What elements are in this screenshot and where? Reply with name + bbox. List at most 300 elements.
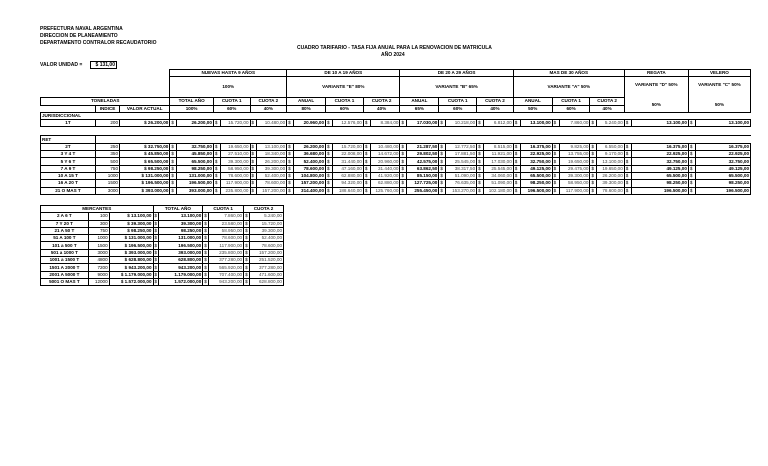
table-cell: $: [688, 158, 695, 165]
table-cell: 1.572.000,00: [159, 278, 203, 285]
table-cell: 78.600,00: [257, 180, 287, 187]
pct-65: 65%: [400, 105, 439, 112]
table-cell: $: [552, 172, 559, 179]
table-cell: 943.200,00: [209, 278, 244, 285]
variant-c: [688, 77, 750, 113]
org-line-3: DEPARTAMENTO CONTRALOR RECAUDATORIO: [40, 40, 157, 46]
table-cell: $: [326, 151, 333, 158]
table-row: [41, 235, 284, 242]
col-valor-actual: VALOR ACTUAL: [120, 105, 170, 112]
table-cell: 78.600,00: [250, 242, 284, 249]
table-cell: $: [624, 151, 631, 158]
table-row: [41, 264, 284, 271]
table-cell: 52.400,00: [250, 235, 284, 242]
group-velero: VELERO: [688, 70, 750, 77]
table-cell: 471.600,00: [250, 271, 284, 278]
table-cell: 127.725,00: [407, 180, 439, 187]
col-cuota1-e: CUOTA 1: [326, 98, 364, 105]
col-anual-a: ANUAL: [513, 98, 552, 105]
table-cell: 19.650,00: [597, 165, 624, 172]
mercantes-title: MERCANTES: [41, 206, 154, 213]
table-cell: 63.862,50: [407, 165, 439, 172]
indice-cell: 1500: [95, 180, 119, 187]
table-cell: $: [477, 187, 484, 194]
row-label: 1T: [41, 120, 96, 127]
indice-cell: 3000: [95, 187, 119, 194]
indice-cell: 12000: [88, 278, 109, 285]
table-cell: 47.160,00: [332, 165, 363, 172]
table-cell: 94.320,00: [332, 180, 363, 187]
table-cell: 18.340,00: [257, 151, 287, 158]
table-cell: $: [204, 271, 207, 277]
indice-cell: 1500: [88, 242, 109, 249]
table-cell: 22.925,00: [631, 151, 688, 158]
table-cell: $: [213, 172, 220, 179]
indice-cell: 3000: [88, 249, 109, 256]
table-cell: $: [204, 264, 207, 270]
table-cell: $: [624, 158, 631, 165]
table-cell: 98.250,00: [695, 180, 750, 187]
col-toneladas: TONELADAS: [41, 98, 170, 105]
table-cell: $: [170, 180, 177, 187]
table-cell: $: [400, 143, 407, 150]
table-cell: 58.950,00: [209, 227, 244, 234]
table-cell: $: [552, 151, 559, 158]
table-cell: $: [590, 151, 597, 158]
row-label: 21 O MAS T: [41, 187, 96, 194]
table-cell: $: [213, 180, 220, 187]
table-row: [41, 220, 284, 227]
table-cell: 38.317,50: [446, 165, 477, 172]
table-cell: $: [287, 143, 294, 150]
table-cell: 117.900,00: [220, 180, 250, 187]
table-cell: 98.250,00: [177, 165, 214, 172]
row-label: 10 A 15 T: [41, 172, 96, 179]
row-label: 5 Y 6 T: [41, 158, 96, 165]
table-cell: 31.440,00: [370, 165, 400, 172]
valor-actual-cell: $ 39.300,00: [109, 220, 153, 227]
table-cell: 15.720,00: [332, 143, 363, 150]
col-indice: INDICE: [95, 105, 119, 112]
table-cell: 377.280,00: [250, 264, 284, 271]
row-label: 1001 a 1500 T: [41, 257, 89, 264]
row-label: 2T: [41, 143, 96, 150]
table-cell: $: [513, 172, 520, 179]
col-cuota2-a: CUOTA 2: [590, 98, 624, 105]
table-cell: $: [624, 143, 631, 150]
table-cell: $: [245, 257, 248, 263]
table-cell: $: [590, 165, 597, 172]
table-cell: $: [688, 120, 695, 127]
variant-e: VARIANTE "E" 80%: [287, 77, 400, 98]
table-cell: 78.600,00: [597, 187, 624, 194]
table-cell: $: [326, 187, 333, 194]
table-cell: $: [590, 120, 597, 127]
table-cell: $: [245, 279, 248, 285]
table-cell: $: [688, 165, 695, 172]
table-cell: $: [590, 158, 597, 165]
table-cell: $: [154, 264, 158, 270]
section-ret-label: RET: [41, 136, 96, 143]
table-cell: $: [204, 220, 207, 226]
variant-c-label: VARIANTE "C" 50%: [698, 81, 741, 87]
table-cell: 41.920,00: [370, 172, 400, 179]
regata-pct: 50%: [651, 101, 661, 107]
valor-actual-cell: $ 65.500,00: [120, 158, 170, 165]
col-cuota2-e: CUOTA 2: [363, 98, 400, 105]
table-cell: $: [154, 235, 158, 241]
table-cell: $: [363, 187, 370, 194]
table-cell: 104.800,00: [293, 172, 325, 179]
table-cell: $: [688, 180, 695, 187]
valor-actual-cell: $ 196.500,00: [120, 180, 170, 187]
table-cell: $: [688, 187, 695, 194]
table-cell: 25.545,00: [483, 165, 513, 172]
indice-cell: 1000: [95, 172, 119, 179]
indice-cell: 4800: [88, 257, 109, 264]
indice-cell: 750: [88, 227, 109, 234]
mercantes-header-row: [41, 206, 284, 213]
table-cell: 49.125,00: [695, 165, 750, 172]
table-cell: $: [590, 187, 597, 194]
table-cell: 196.500,00: [177, 180, 214, 187]
table-cell: 196.500,00: [520, 187, 552, 194]
pct-80: 80%: [287, 105, 326, 112]
table-cell: 17.030,00: [407, 120, 439, 127]
table-cell: $: [326, 120, 333, 127]
table-cell: $: [170, 151, 177, 158]
table-cell: 196.500,00: [695, 187, 750, 194]
table-cell: 15.720,00: [250, 220, 284, 227]
pct-60-e: 60%: [326, 105, 364, 112]
row-label: 2001 A 5000 T: [41, 271, 89, 278]
table-cell: 62.880,00: [332, 172, 363, 179]
table-cell: 65.500,00: [695, 172, 750, 179]
table-cell: $: [624, 172, 631, 179]
table-cell: 14.672,00: [370, 151, 400, 158]
table-cell: 235.800,00: [209, 249, 244, 256]
row-label: 3 Y 4 T: [41, 151, 96, 158]
indice-cell: 100: [88, 213, 109, 220]
table-cell: $: [477, 180, 484, 187]
table-cell: 196.500,00: [159, 242, 203, 249]
pct-100: 100%: [170, 105, 214, 112]
table-cell: $: [590, 143, 597, 150]
table-cell: $: [552, 180, 559, 187]
valor-actual-cell: $ 26.200,00: [120, 120, 170, 127]
table-cell: $: [363, 165, 370, 172]
table-cell: $: [513, 151, 520, 158]
indice-cell: 300: [88, 220, 109, 227]
table-cell: $: [552, 165, 559, 172]
table-cell: $: [154, 249, 158, 255]
table-cell: $: [513, 187, 520, 194]
table-row: [41, 187, 751, 194]
pct-50: 50%: [513, 105, 552, 112]
indice-cell: 1000: [88, 235, 109, 242]
table-cell: $: [477, 151, 484, 158]
table-row: [41, 151, 751, 158]
table-cell: 628.800,00: [250, 278, 284, 285]
table-cell: $: [204, 235, 207, 241]
table-cell: 12.772,50: [446, 143, 477, 150]
table-cell: 76.635,00: [446, 180, 477, 187]
table-cell: $: [213, 151, 220, 158]
table-cell: 1.179.000,00: [159, 271, 203, 278]
table-cell: $: [439, 158, 446, 165]
table-cell: $: [250, 165, 257, 172]
table-cell: $: [170, 165, 177, 172]
table-cell: 157.200,00: [293, 180, 325, 187]
table-cell: 251.520,00: [250, 257, 284, 264]
table-cell: $: [363, 120, 370, 127]
table-cell: $: [439, 143, 446, 150]
table-cell: $: [170, 172, 177, 179]
table-cell: $: [477, 158, 484, 165]
table-cell: $: [250, 172, 257, 179]
table-cell: $: [170, 187, 177, 194]
valor-actual-cell: $ 98.250,00: [120, 165, 170, 172]
table-cell: 157.200,00: [250, 249, 284, 256]
table-cell: 22.008,00: [332, 151, 363, 158]
table-cell: 29.802,50: [407, 151, 439, 158]
group-row: [41, 70, 751, 77]
table-cell: 39.300,00: [597, 180, 624, 187]
merc-col-total: TOTAL AÑO: [153, 206, 203, 213]
variant-row: [41, 77, 751, 98]
table-cell: $: [154, 271, 158, 277]
row-label: 21 A 50 T: [41, 227, 89, 234]
variant-d-label: VARIANTE "D" 50%: [635, 81, 678, 87]
table-row: [41, 180, 751, 187]
row-label: 16 A 20 T: [41, 180, 96, 187]
row-label: 7 A 9 T: [41, 165, 96, 172]
table-cell: $: [204, 279, 207, 285]
valor-actual-cell: $ 13.100,00: [109, 213, 153, 220]
indice-cell: 500: [95, 158, 119, 165]
table-cell: 49.125,00: [631, 165, 688, 172]
table-cell: 52.400,00: [257, 172, 287, 179]
table-cell: $: [363, 151, 370, 158]
table-cell: $: [552, 187, 559, 194]
table-cell: $: [287, 187, 294, 194]
table-cell: 235.800,00: [220, 187, 250, 194]
table-cell: $: [439, 165, 446, 172]
table-cell: 117.900,00: [559, 187, 590, 194]
table-cell: 78.600,00: [293, 165, 325, 172]
pct-60-a: 60%: [552, 105, 590, 112]
table-cell: $: [154, 279, 158, 285]
table-cell: $: [552, 158, 559, 165]
table-cell: 19.650,00: [559, 158, 590, 165]
table-cell: $: [439, 151, 446, 158]
table-cell: 9.170,00: [597, 151, 624, 158]
table-cell: $: [439, 172, 446, 179]
table-cell: 23.580,00: [209, 220, 244, 227]
table-cell: $: [250, 158, 257, 165]
table-cell: 377.280,00: [209, 257, 244, 264]
variant-d: [624, 77, 688, 113]
table-cell: $: [245, 271, 248, 277]
table-cell: $: [688, 151, 695, 158]
col-cuota1-a: CUOTA 1: [552, 98, 590, 105]
table-cell: 131.000,00: [177, 172, 214, 179]
table-cell: 7.860,00: [209, 213, 244, 220]
table-cell: 34.060,00: [483, 172, 513, 179]
table-cell: $: [245, 235, 248, 241]
table-cell: 13.100,00: [257, 143, 287, 150]
table-cell: $: [204, 213, 207, 219]
table-cell: $: [287, 165, 294, 172]
col-cuota1: CUOTA 1: [213, 98, 250, 105]
col-cuota2-b: CUOTA 2: [477, 98, 514, 105]
org-line-2: DIRECCION DE PLANEAMIENTO: [40, 33, 118, 39]
row-label: 1501 A 2000 T: [41, 264, 89, 271]
table-cell: 85.150,00: [407, 172, 439, 179]
variant-b: VARIANTE "B" 65%: [400, 77, 513, 98]
table-row: [41, 165, 751, 172]
table-cell: 42.575,00: [407, 158, 439, 165]
table-cell: $: [326, 180, 333, 187]
table-cell: $: [400, 180, 407, 187]
valor-actual-cell: $ 943.200,00: [109, 264, 153, 271]
table-cell: 10.218,00: [446, 120, 477, 127]
table-cell: $: [363, 180, 370, 187]
document-year: AÑO 2024: [381, 52, 405, 58]
table-cell: 102.180,00: [483, 187, 513, 194]
table-cell: 52.400,00: [293, 158, 325, 165]
table-row: [41, 257, 284, 264]
table-cell: 13.755,00: [559, 151, 590, 158]
table-cell: $: [204, 228, 207, 234]
table-cell: $: [513, 143, 520, 150]
section-ret: [41, 136, 751, 143]
col-cuota1-b: CUOTA 1: [439, 98, 477, 105]
table-row: [41, 249, 284, 256]
table-cell: $: [513, 180, 520, 187]
row-label: 51 A 100 T: [41, 235, 89, 242]
table-cell: 16.375,00: [520, 143, 552, 150]
row-label: 7 Y 20 T: [41, 220, 89, 227]
col-anual-e: ANUAL: [287, 98, 326, 105]
table-cell: $: [250, 187, 257, 194]
table-cell: 21.287,50: [407, 143, 439, 150]
table-cell: 11.921,00: [483, 151, 513, 158]
table-cell: $: [250, 151, 257, 158]
table-row: [41, 172, 751, 179]
variant-a: VARIANTE "A" 50%: [513, 77, 624, 98]
table-cell: 5.240,00: [250, 213, 284, 220]
table-cell: 20.960,00: [293, 120, 325, 127]
table-cell: 17.030,00: [483, 158, 513, 165]
table-cell: 13.100,00: [695, 120, 750, 127]
valor-actual-cell: $ 45.850,00: [120, 151, 170, 158]
table-cell: $: [363, 158, 370, 165]
row-label: 501 a 1000 T: [41, 249, 89, 256]
table-cell: 707.400,00: [209, 271, 244, 278]
spacer-row: [41, 127, 751, 136]
org-line-1: PREFECTURA NAVAL ARGENTINA: [40, 26, 123, 32]
table-cell: $: [213, 165, 220, 172]
table-cell: 25.545,00: [446, 158, 477, 165]
jurisdiccional-body: [41, 120, 751, 127]
valor-unidad-value: $ 131,00: [90, 61, 117, 69]
table-cell: 58.950,00: [559, 180, 590, 187]
table-cell: 15.720,00: [220, 120, 250, 127]
table-cell: 131.000,00: [159, 235, 203, 242]
table-cell: $: [245, 228, 248, 234]
table-cell: 26.200,00: [257, 158, 287, 165]
table-cell: 31.440,00: [332, 158, 363, 165]
table-cell: 78.600,00: [209, 235, 244, 242]
table-cell: 51.090,00: [446, 172, 477, 179]
table-cell: $: [287, 120, 294, 127]
group-20-29: DE 20 A 29 AÑOS: [400, 70, 513, 77]
valor-actual-cell: $ 393.000,00: [109, 249, 153, 256]
section-jurisdiccional-label: JURISDICCIONAL: [41, 112, 170, 119]
table-cell: $: [363, 172, 370, 179]
document-title: CUADRO TARIFARIO - TASA FIJA ANUAL PARA LA RENOVACION DE MATRICULA: [297, 45, 492, 51]
table-cell: $: [287, 158, 294, 165]
table-cell: 9.825,00: [559, 143, 590, 150]
table-cell: 62.880,00: [370, 180, 400, 187]
table-cell: 29.475,00: [559, 165, 590, 172]
table-cell: $: [213, 120, 220, 127]
table-cell: 32.750,00: [695, 158, 750, 165]
table-row: [41, 120, 751, 127]
indice-cell: 7200: [88, 264, 109, 271]
table-cell: $: [439, 120, 446, 127]
section-jurisdiccional: [41, 112, 751, 119]
table-cell: 58.950,00: [220, 165, 250, 172]
valor-actual-cell: $ 32.750,00: [120, 143, 170, 150]
table-cell: 32.750,00: [631, 158, 688, 165]
table-cell: $: [250, 120, 257, 127]
table-cell: 255.450,00: [407, 187, 439, 194]
table-cell: $: [213, 158, 220, 165]
table-row: [41, 213, 284, 220]
table-cell: $: [204, 257, 207, 263]
indice-cell: 9000: [88, 271, 109, 278]
pct-nuevas: 100%: [170, 77, 287, 98]
group-30-mas: MAS DE 30 AÑOS: [513, 70, 624, 77]
table-row: [41, 227, 284, 234]
table-cell: 153.270,00: [446, 187, 477, 194]
table-row: [41, 278, 284, 285]
valor-actual-cell: $ 131.000,00: [109, 235, 153, 242]
group-regata: REGATA: [624, 70, 688, 77]
table-cell: $: [400, 165, 407, 172]
table-cell: 6.812,00: [483, 120, 513, 127]
indice-cell: 250: [95, 143, 119, 150]
table-cell: 78.600,00: [220, 172, 250, 179]
valor-actual-cell: $ 1.179.000,00: [109, 271, 153, 278]
row-label: 101 a 500 T: [41, 242, 89, 249]
table-cell: 10.480,00: [257, 120, 287, 127]
table-cell: $: [477, 120, 484, 127]
table-cell: $: [400, 172, 407, 179]
valor-unidad-label: VALOR UNIDAD =: [40, 62, 83, 68]
table-cell: $: [513, 158, 520, 165]
table-cell: 19.650,00: [220, 143, 250, 150]
valor-actual-cell: $ 131.000,00: [120, 172, 170, 179]
table-cell: $: [154, 257, 158, 263]
table-cell: 65.500,00: [520, 172, 552, 179]
table-cell: $: [439, 187, 446, 194]
table-cell: $: [477, 143, 484, 150]
table-cell: $: [326, 158, 333, 165]
table-row: [41, 242, 284, 249]
